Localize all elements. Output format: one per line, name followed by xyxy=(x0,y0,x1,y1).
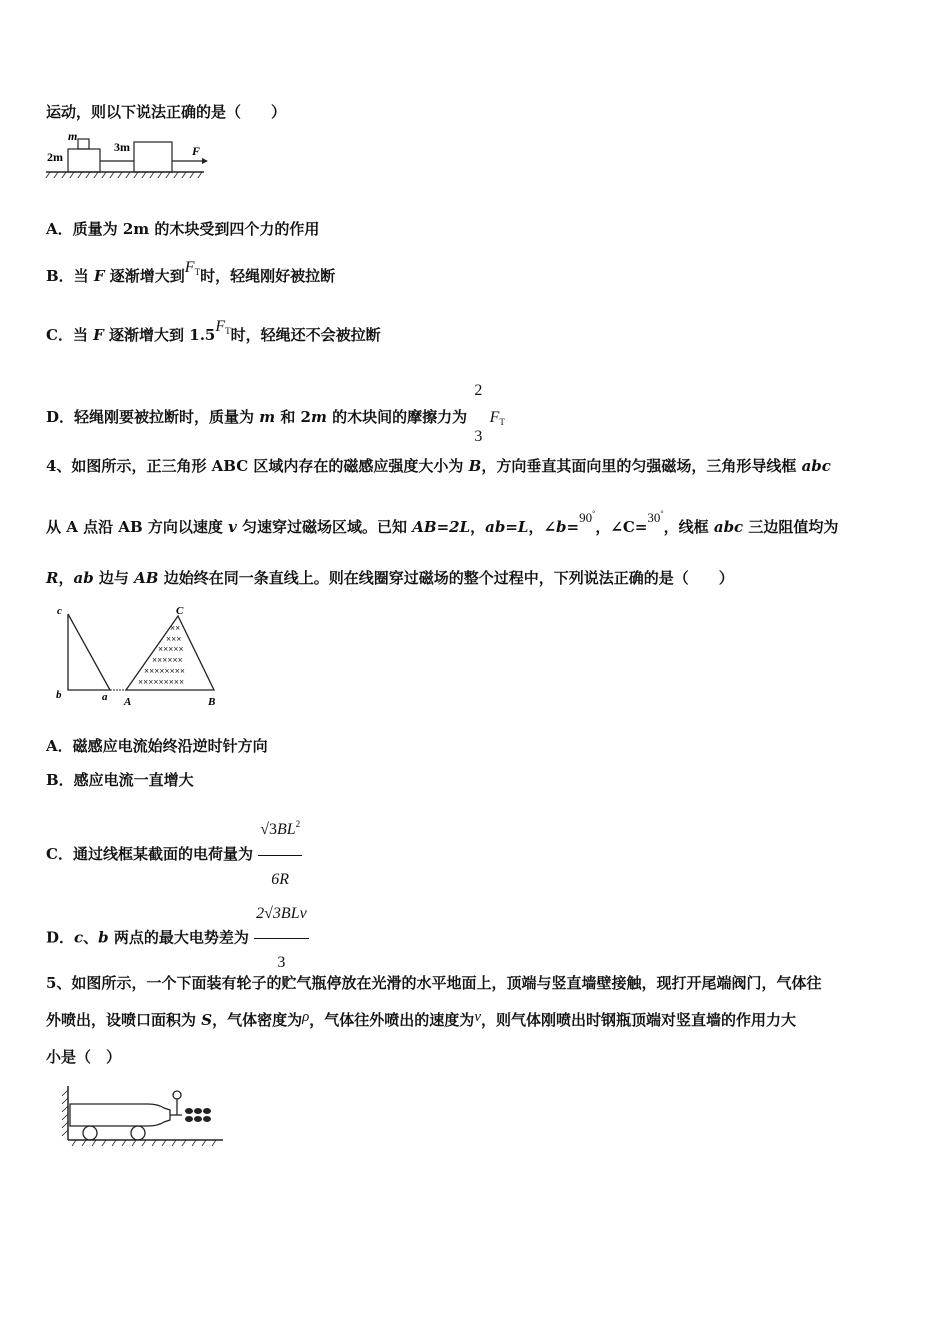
q4-stem-line3: R，ab 边与 AB 边始终在同一条直线上。则在线圈穿过磁场的整个过程中，下列说法正确的是（ ） xyxy=(46,569,734,587)
label-c: c xyxy=(57,605,62,617)
label-m: m xyxy=(68,129,78,143)
arrow-head xyxy=(202,158,208,164)
cylinder-body xyxy=(70,1104,170,1126)
fraction-voltage: $\frac{\text{2√3BLv}}{3}$ xyxy=(254,890,309,987)
svg-text:××××××××: ×××××××× xyxy=(144,666,186,676)
svg-text:××: ×× xyxy=(170,623,181,633)
q3-stem-tail: 运动，则以下说法正确的是（ ） xyxy=(46,103,287,121)
triangle-figure xyxy=(44,602,234,712)
q3-option-d: D．轻绳刚要被拉断时，质量为 m 和 2m 的木块间的摩擦力为 2 3 $F_T$ xyxy=(46,372,505,464)
q4-stem-line1: 4、如图所示，正三角形 ABC 区域内存在的磁感应强度大小为 B，方向垂直其面向里的匀强磁场，三角形导线框 abc xyxy=(46,457,831,475)
block-m xyxy=(78,139,89,149)
label-a: a xyxy=(102,691,108,703)
valve-knob xyxy=(173,1091,181,1099)
label-B: B xyxy=(208,696,216,708)
wall-hatch xyxy=(62,1090,68,1136)
q3-option-b: B．当 F 逐渐增大到$F_T$时，轻绳刚好被拉断 xyxy=(46,259,336,285)
svg-text:××××××: ×××××× xyxy=(152,655,183,665)
gas-jet xyxy=(185,1108,211,1122)
q5-stem-line2: 外喷出，设喷口面积为 S，气体密度为ρ，气体往外喷出的速度为v，则气体刚喷出时钢瓶顶端对竖直墙的作用力大 xyxy=(46,1009,796,1029)
svg-text:×××××××××: ××××××××× xyxy=(138,677,185,687)
fraction-charge: $\frac{√3BL^2}{6R}$ xyxy=(258,806,302,904)
q5-stem-line3: 小是（ ） xyxy=(46,1048,122,1066)
svg-text:×××: ××× xyxy=(166,634,182,644)
q4-option-a: A．磁感应电流始终沿逆时针方向 xyxy=(46,737,268,755)
label-F: F xyxy=(192,144,201,158)
q3-option-a: A．质量为 2m 的木块受到四个力的作用 xyxy=(46,220,320,238)
floor-hatch xyxy=(72,1140,216,1146)
q3-option-c: C．当 F 逐渐增大到 $1.5F_T$时，轻绳还不会被拉断 xyxy=(46,318,381,344)
block-2m xyxy=(68,149,100,172)
q4-stem-line2: 从 A 点沿 AB 方向以速度 v 匀速穿过磁场区域。已知 AB=2L，ab=L，∠b=90°，∠C=30°，线框 abc 三边阻值均为 xyxy=(46,509,839,536)
q4-option-b: B．感应电流一直增大 xyxy=(46,771,194,789)
field-marks xyxy=(138,623,185,687)
blocks-figure xyxy=(44,128,214,184)
ground-hatch xyxy=(46,172,202,178)
label-3m: 3m xyxy=(114,140,130,154)
gas-cylinder-figure xyxy=(58,1082,228,1150)
q4-option-c: C．通过线框某截面的电荷量为 $\frac{√3BL^2}{6R}$ xyxy=(46,806,302,904)
wire-frame-abc xyxy=(68,614,110,690)
wheel-right xyxy=(131,1126,145,1140)
q4-option-d: D．c、b 两点的最大电势差为 $\frac{\text{2√3BLv}}{3}$ xyxy=(46,890,309,987)
label-b: b xyxy=(56,689,62,701)
q5-stem-line1: 5、如图所示，一个下面装有轮子的贮气瓶停放在光滑的水平地面上，顶端与竖直墙壁接触，现打开尾端阀门，气体往 xyxy=(46,974,822,992)
label-2m: 2m xyxy=(47,150,63,164)
label-C: C xyxy=(176,605,184,617)
fraction-2-3: 2 3 xyxy=(474,382,483,445)
block-3m xyxy=(134,142,172,172)
wheel-left xyxy=(83,1126,97,1140)
svg-text:×××××: ××××× xyxy=(158,644,184,654)
label-A: A xyxy=(124,696,132,708)
